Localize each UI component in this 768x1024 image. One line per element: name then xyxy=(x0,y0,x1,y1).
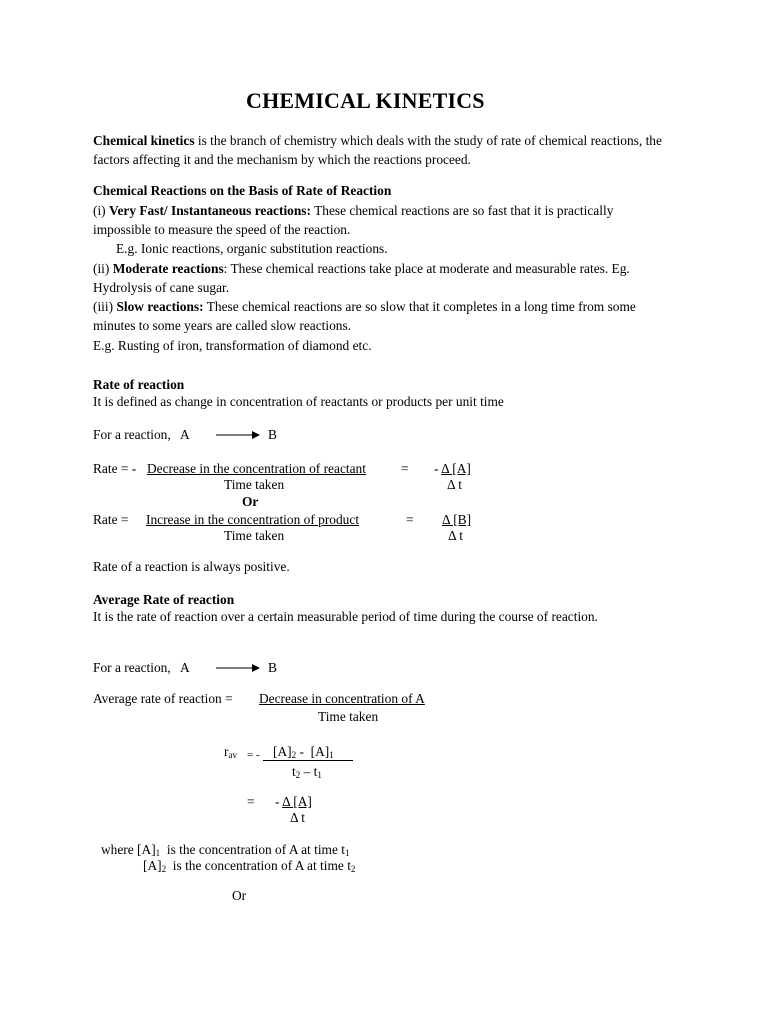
where-line-2: $[A]_2$ is the concentration of A at time $t_2$ xyxy=(143,858,356,874)
rate-eq2-denominator: Time taken xyxy=(224,528,285,543)
rate-positive-note: Rate of a reaction is always positive. xyxy=(93,559,290,574)
or-separator: Or xyxy=(242,494,259,509)
fast-text: These chemical reactions are so fast that it is practically impossible to measure the speed of the reaction. xyxy=(93,203,614,237)
reaction-arrow-2-icon xyxy=(216,662,260,674)
reaction-arrow-icon xyxy=(216,429,260,441)
reaction-reactant-2: For a reaction, A xyxy=(93,660,190,675)
rate-eq1-sign: - xyxy=(434,461,442,476)
rate-eq1-lhs: Rate = - xyxy=(93,461,140,476)
rate-eq2-lhs: Rate = xyxy=(93,512,132,527)
rav-subscript: av xyxy=(228,750,237,760)
rate-eq2-equals: = xyxy=(406,512,414,527)
slow-num: (iii) xyxy=(93,299,117,314)
intro-paragraph xyxy=(93,131,673,169)
intro-term: Chemical kinetics xyxy=(93,133,195,148)
where-line-1: where $[A]_1$ is the concentration of A at time $t_1$ xyxy=(101,842,350,858)
rate-eq2-numerator: Increase in the concentration of product xyxy=(146,512,360,527)
fast-term: Very Fast/ Instantaneous reactions: xyxy=(109,203,311,218)
intro-text: is the branch of chemistry which deals with the study of rate of chemical reactions, the factors affecting it and the mechanism by which the reactions proceed. xyxy=(93,133,662,167)
moderate-num: (ii) xyxy=(93,261,113,276)
or-separator-2: Or xyxy=(232,888,247,903)
average-eq-lhs: Average rate of reaction = xyxy=(93,691,236,706)
avg-eq3-numerator: - Δ [A] xyxy=(275,794,312,809)
avg-eq3-equals: = xyxy=(247,794,255,809)
rate-eq1-denominator: Time taken xyxy=(224,477,285,492)
reaction-product: B xyxy=(268,427,277,442)
average-eq-denominator: Time taken xyxy=(318,709,379,724)
rate-eq2-rhs-denominator: Δ t xyxy=(448,528,463,543)
slow-reactions-paragraph xyxy=(93,297,673,335)
slow-term: Slow reactions: xyxy=(116,299,204,314)
reaction-equation-1 xyxy=(93,425,190,444)
average-rate-heading: Average Rate of reaction xyxy=(93,592,235,607)
fast-reactions-paragraph xyxy=(93,201,673,239)
reaction-equation-2 xyxy=(93,658,190,677)
average-eq-numerator: Decrease in concentration of A xyxy=(259,691,425,706)
avg-eq3-denominator: Δ t xyxy=(290,810,305,825)
fast-example: E.g. Ionic reactions, organic substitution reactions. xyxy=(116,241,388,256)
moderate-term: Moderate reactions xyxy=(112,261,224,276)
rate-eq1-rhs-denominator: Δ t xyxy=(447,477,462,492)
rav-denominator: $t_2 - t_1$ xyxy=(292,764,322,780)
moderate-reactions-paragraph xyxy=(93,259,673,297)
rate-eq1-equals: = xyxy=(401,461,409,476)
page-title: CHEMICAL KINETICS xyxy=(246,88,485,113)
rav-equals: = - xyxy=(247,749,260,761)
rate-definition: It is defined as change in concentration of reactants or products per unit time xyxy=(93,394,504,409)
moderate-text: : These chemical reactions take place at moderate and measurable rates. Eg. Hydrolysis of cane sugar. xyxy=(93,261,630,295)
rate-heading: Rate of reaction xyxy=(93,377,185,392)
fast-num: (i) xyxy=(93,203,109,218)
reaction-product-2: B xyxy=(268,660,277,675)
classification-heading: Chemical Reactions on the Basis of Rate of Reaction xyxy=(93,183,392,198)
average-rate-definition: It is the rate of reaction over a certain measurable period of time during the course of reaction. xyxy=(93,609,598,624)
slow-text: These chemical reactions are so slow that it completes in a long time from some minutes to some years are called slow reactions. xyxy=(93,299,636,333)
reaction-reactant: For a reaction, A xyxy=(93,427,190,442)
rate-eq1-rhs-numerator: Δ [A] xyxy=(441,461,471,476)
rate-eq2-rhs-numerator: Δ [B] xyxy=(442,512,472,527)
rav-numerator: $[A]_2 - [A]_1$ xyxy=(273,744,334,760)
rate-eq1-numerator: Decrease in the concentration of reactant xyxy=(147,461,366,476)
rav-symbol: $r_{av}$ xyxy=(224,744,237,760)
slow-example: E.g. Rusting of iron, transformation of diamond etc. xyxy=(93,338,372,353)
rav-fraction-line xyxy=(263,760,353,761)
